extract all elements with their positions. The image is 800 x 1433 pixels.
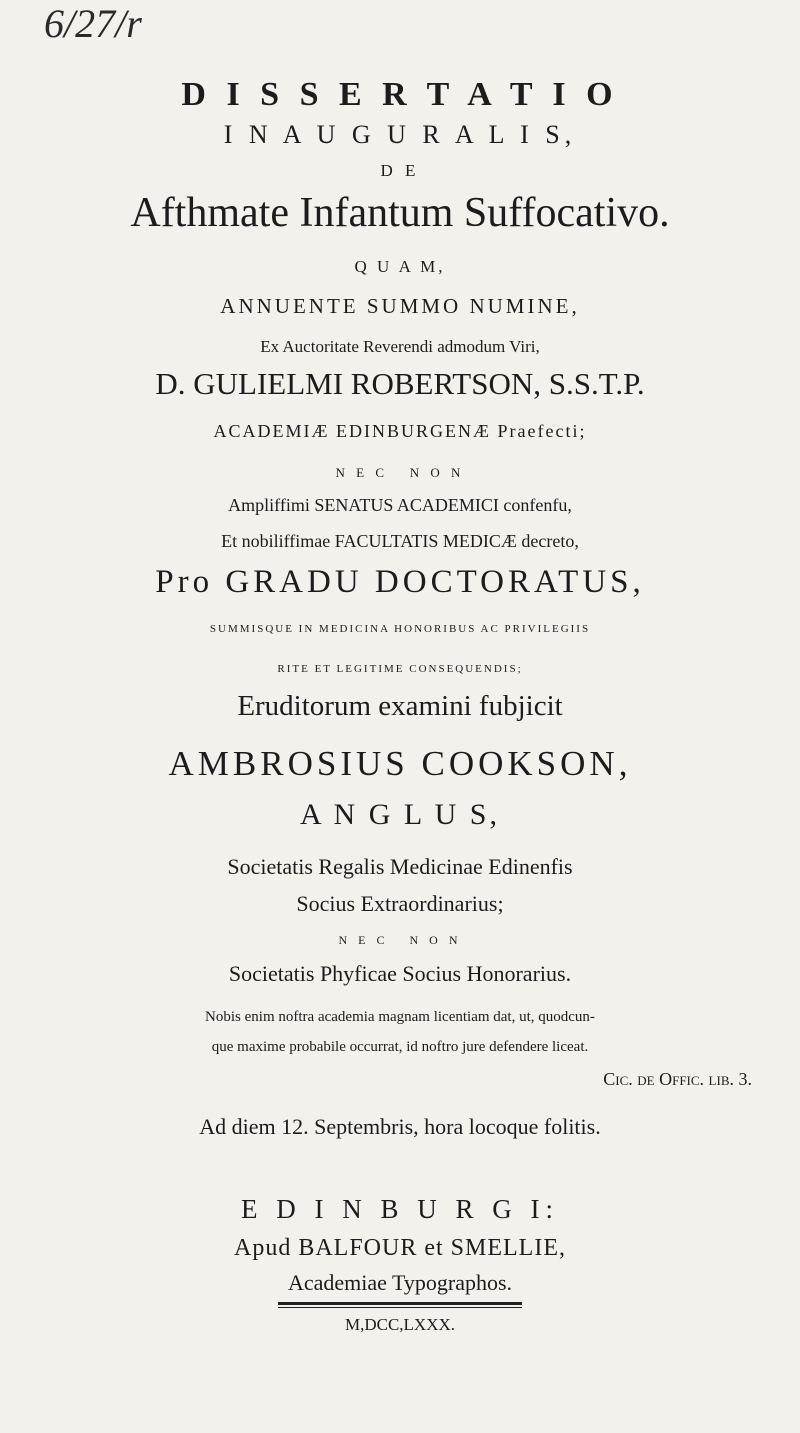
society-line-3: Societatis Phyficae Socius Honorarius. [228, 961, 572, 986]
heading-inauguralis: I N A U G U R A L I S, [223, 120, 577, 149]
quote-line-1: Nobis enim noftra academia magnam licentiam dat, ut, quodcun- [205, 1009, 595, 1025]
summisque-line: SUMMISQUE IN MEDICINA HONORIBUS AC PRIVILEGIIS [209, 623, 591, 635]
annuente-line: ANNUENTE SUMMO NUMINE, [220, 294, 580, 318]
facultatis-line: Et nobiliffimae FACULTATIS MEDICÆ decreto, [221, 531, 579, 551]
heading-de: D E [380, 161, 420, 180]
date-line: Ad diem 12. Septembris, hora locoque folitis. [199, 1114, 601, 1139]
imprint-city: E D I N B U R G I: [241, 1194, 559, 1224]
imprint-printers: Apud BALFOUR et SMELLIE, [234, 1235, 566, 1261]
pro-gradu-line: Pro GRADU DOCTORATUS, [155, 564, 645, 600]
robertson-name: D. GULIELMI ROBERTSON, S.S.T.P. [155, 366, 645, 401]
quote-line-2: que maxime probabile occurrat, id noftro jure defendere liceat. [211, 1039, 589, 1055]
academiae-line: ACADEMIÆ EDINBURGENÆ Praefecti; [213, 421, 587, 441]
society-line-2: Socius Extraordinarius; [296, 891, 504, 916]
eruditorum-line: Eruditorum examini fubjicit [237, 690, 563, 722]
quam-line: Q U A M, [354, 257, 446, 276]
heading-dissertatio: D I S S E R T A T I O [181, 76, 619, 113]
main-title: Afthmate Infantum Suffocativo. [130, 190, 670, 236]
imprint-rule-thick [278, 1302, 522, 1305]
imprint-rule-thin [278, 1307, 522, 1308]
imprint-year: M,DCC,LXXX. [344, 1315, 456, 1334]
anglus-line: A N G L U S, [300, 798, 500, 831]
handwritten-shelfmark: 6/27/r [44, 1, 142, 46]
necnon-line: N E C N O N [335, 465, 465, 480]
rite-line: RITE ET LEGITIME CONSEQUENDIS; [277, 663, 523, 675]
auctoritate-line: Ex Auctoritate Reverendi admodum Viri, [260, 337, 540, 356]
quote-citation: Cic. de Offic. lib. 3. [603, 1069, 752, 1089]
author-name: AMBROSIUS COOKSON, [168, 744, 632, 783]
imprint-role: Academiae Typographos. [287, 1270, 513, 1295]
senatus-line: Ampliffimi SENATUS ACADEMICI confenfu, [228, 495, 572, 515]
nec-non-line: N E C N O N [338, 933, 462, 947]
society-line-1: Societatis Regalis Medicinae Edinenfis [227, 854, 573, 879]
